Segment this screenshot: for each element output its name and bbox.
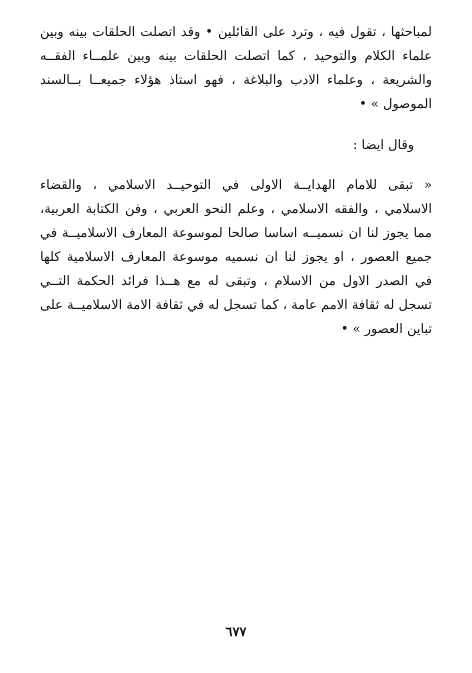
text-line: علماء الكلام والتوحيد ، كما اتصلت الحلقات بينه وبين علمــاء الفقــه — [40, 49, 432, 64]
text-line: والشريعة ، وعلماء الادب والبلاغة ، فهو استاذ هؤلاء جميعــا بــالسند — [40, 73, 432, 88]
text-line: لمباحثها ، تقول فيه ، وترد على القائلين • وقد اتصلت الحلقات بينه وبين — [40, 25, 432, 40]
text-line: جميع العصور ، او يجوز لنا ان نسميه موسوعة المعارف الاسلامية كلها — [40, 250, 432, 265]
text-line: مما يجوز لنا ان نسميــه اساسا صالحا لموسوعة المعارف الاسلاميــة في — [40, 226, 432, 241]
section-heading: وقال ايضا : — [352, 138, 414, 153]
text-line: « تبقى للامام الهدايــة الاولى في التوحيــد الاسلامي ، والقضاء — [40, 178, 432, 193]
text-line: الموصول » • — [359, 97, 432, 112]
text-line: تباين العصور » • — [340, 322, 432, 337]
page-number: ٦٧٧ — [225, 625, 247, 640]
text-line: في الصدر الاول من الاسلام ، وتبقى له مع هــذا فرائد الحكمة التــي — [40, 274, 432, 289]
text-line: الاسلامي ، والفقه الاسلامي ، وعلم النحو العربي ، وفن الكتابة العربية، — [40, 202, 432, 217]
text-line: تسجل له ثقافة الامم عامة ، كما تسجل له في ثقافة الامة الاسلاميــة على — [40, 298, 432, 313]
